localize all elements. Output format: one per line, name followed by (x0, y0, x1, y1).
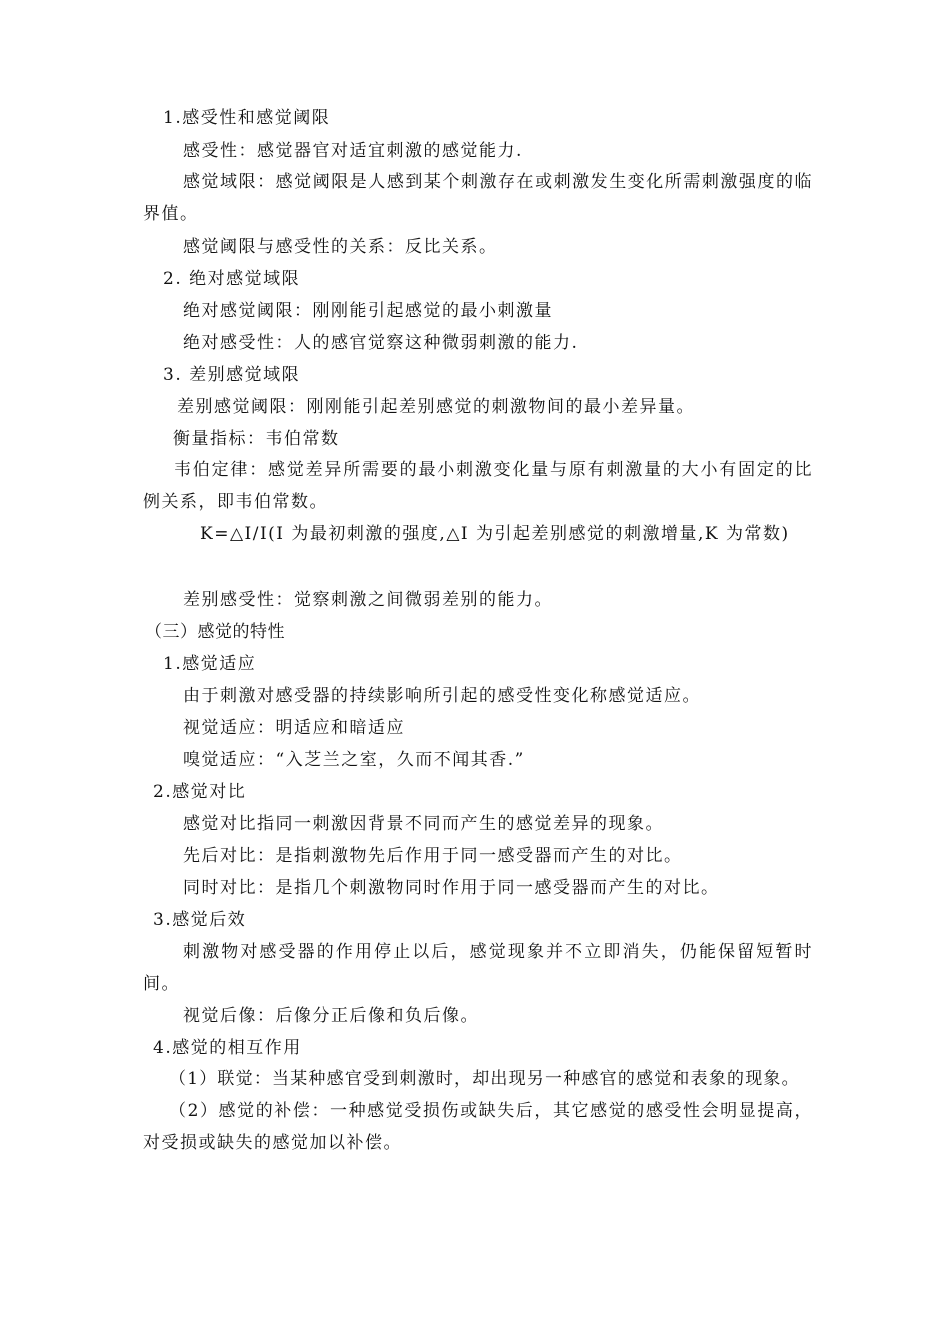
text-visual-afterimage: 视觉后像：后像分正后像和负后像。 (183, 1006, 479, 1026)
heading-sensory-contrast: 2.感觉对比 (153, 782, 247, 802)
text-synesthesia: （1）联觉：当某种感官受到刺激时，却出现另一种感官的感觉和表象的现象。 (169, 1069, 800, 1089)
section-heading-sensation-characteristics: （三）感觉的特性 (145, 622, 285, 642)
text-visual-adaptation: 视觉适应：明适应和暗适应 (183, 718, 405, 738)
text-weber-law: 韦伯定律：感觉差异所需要的最小刺激变化量与原有刺激量的大小有固定的比例关系，即韦伯常数。 (143, 460, 813, 512)
text-weber-formula: K=△I/I(I 为最初刺激的强度,△I 为引起差别感觉的刺激增量,K 为常数) (200, 524, 790, 544)
text-simultaneous-contrast: 同时对比：是指几个刺激物同时作用于同一感受器而产生的对比。 (183, 878, 720, 898)
text-threshold-definition: 感觉域限：感觉阈限是人感到某个刺激存在或刺激发生变化所需刺激强度的临界值。 (143, 172, 813, 224)
heading-sensory-adaptation: 1.感觉适应 (163, 654, 257, 674)
text-measure-index: 衡量指标：韦伯常数 (173, 429, 340, 449)
heading-difference-threshold: 3. 差别感觉域限 (163, 365, 301, 385)
text-aftereffect-definition: 刺激物对感受器的作用停止以后，感觉现象并不立即消失，仍能保留短暂时间。 (143, 942, 813, 994)
heading-absolute-threshold: 2. 绝对感觉域限 (163, 269, 301, 289)
text-absolute-sensitivity: 绝对感受性：人的感官觉察这种微弱刺激的能力. (183, 333, 579, 353)
text-absolute-threshold: 绝对感觉阈限：刚刚能引起感觉的最小刺激量 (183, 301, 553, 321)
text-sensitivity-definition: 感受性：感觉器官对适宜刺激的感觉能力. (183, 141, 523, 161)
heading-sensitivity-threshold: 1.感受性和感觉阈限 (163, 108, 331, 128)
text-threshold-relation: 感觉阈限与感受性的关系：反比关系。 (183, 237, 498, 257)
text-successive-contrast: 先后对比：是指刺激物先后作用于同一感受器而产生的对比。 (183, 846, 683, 866)
text-difference-threshold: 差别感觉阈限：刚刚能引起差别感觉的刺激物间的最小差异量。 (177, 397, 695, 417)
heading-aftereffect: 3.感觉后效 (153, 910, 247, 930)
heading-sensory-interaction: 4.感觉的相互作用 (153, 1038, 302, 1058)
text-sensory-compensation: （2）感觉的补偿：一种感觉受损伤或缺失后，其它感觉的感受性会明显提高，对受损或缺失的感觉加以补偿。 (143, 1101, 813, 1153)
text-difference-sensitivity: 差别感受性：觉察刺激之间微弱差别的能力。 (183, 590, 553, 610)
text-adaptation-definition: 由于刺激对感受器的持续影响所引起的感受性变化称感觉适应。 (183, 686, 701, 706)
text-olfactory-adaptation: 嗅觉适应：“入芝兰之室，久而不闻其香.” (183, 750, 525, 770)
text-contrast-definition: 感觉对比指同一刺激因背景不同而产生的感觉差异的现象。 (183, 814, 664, 834)
